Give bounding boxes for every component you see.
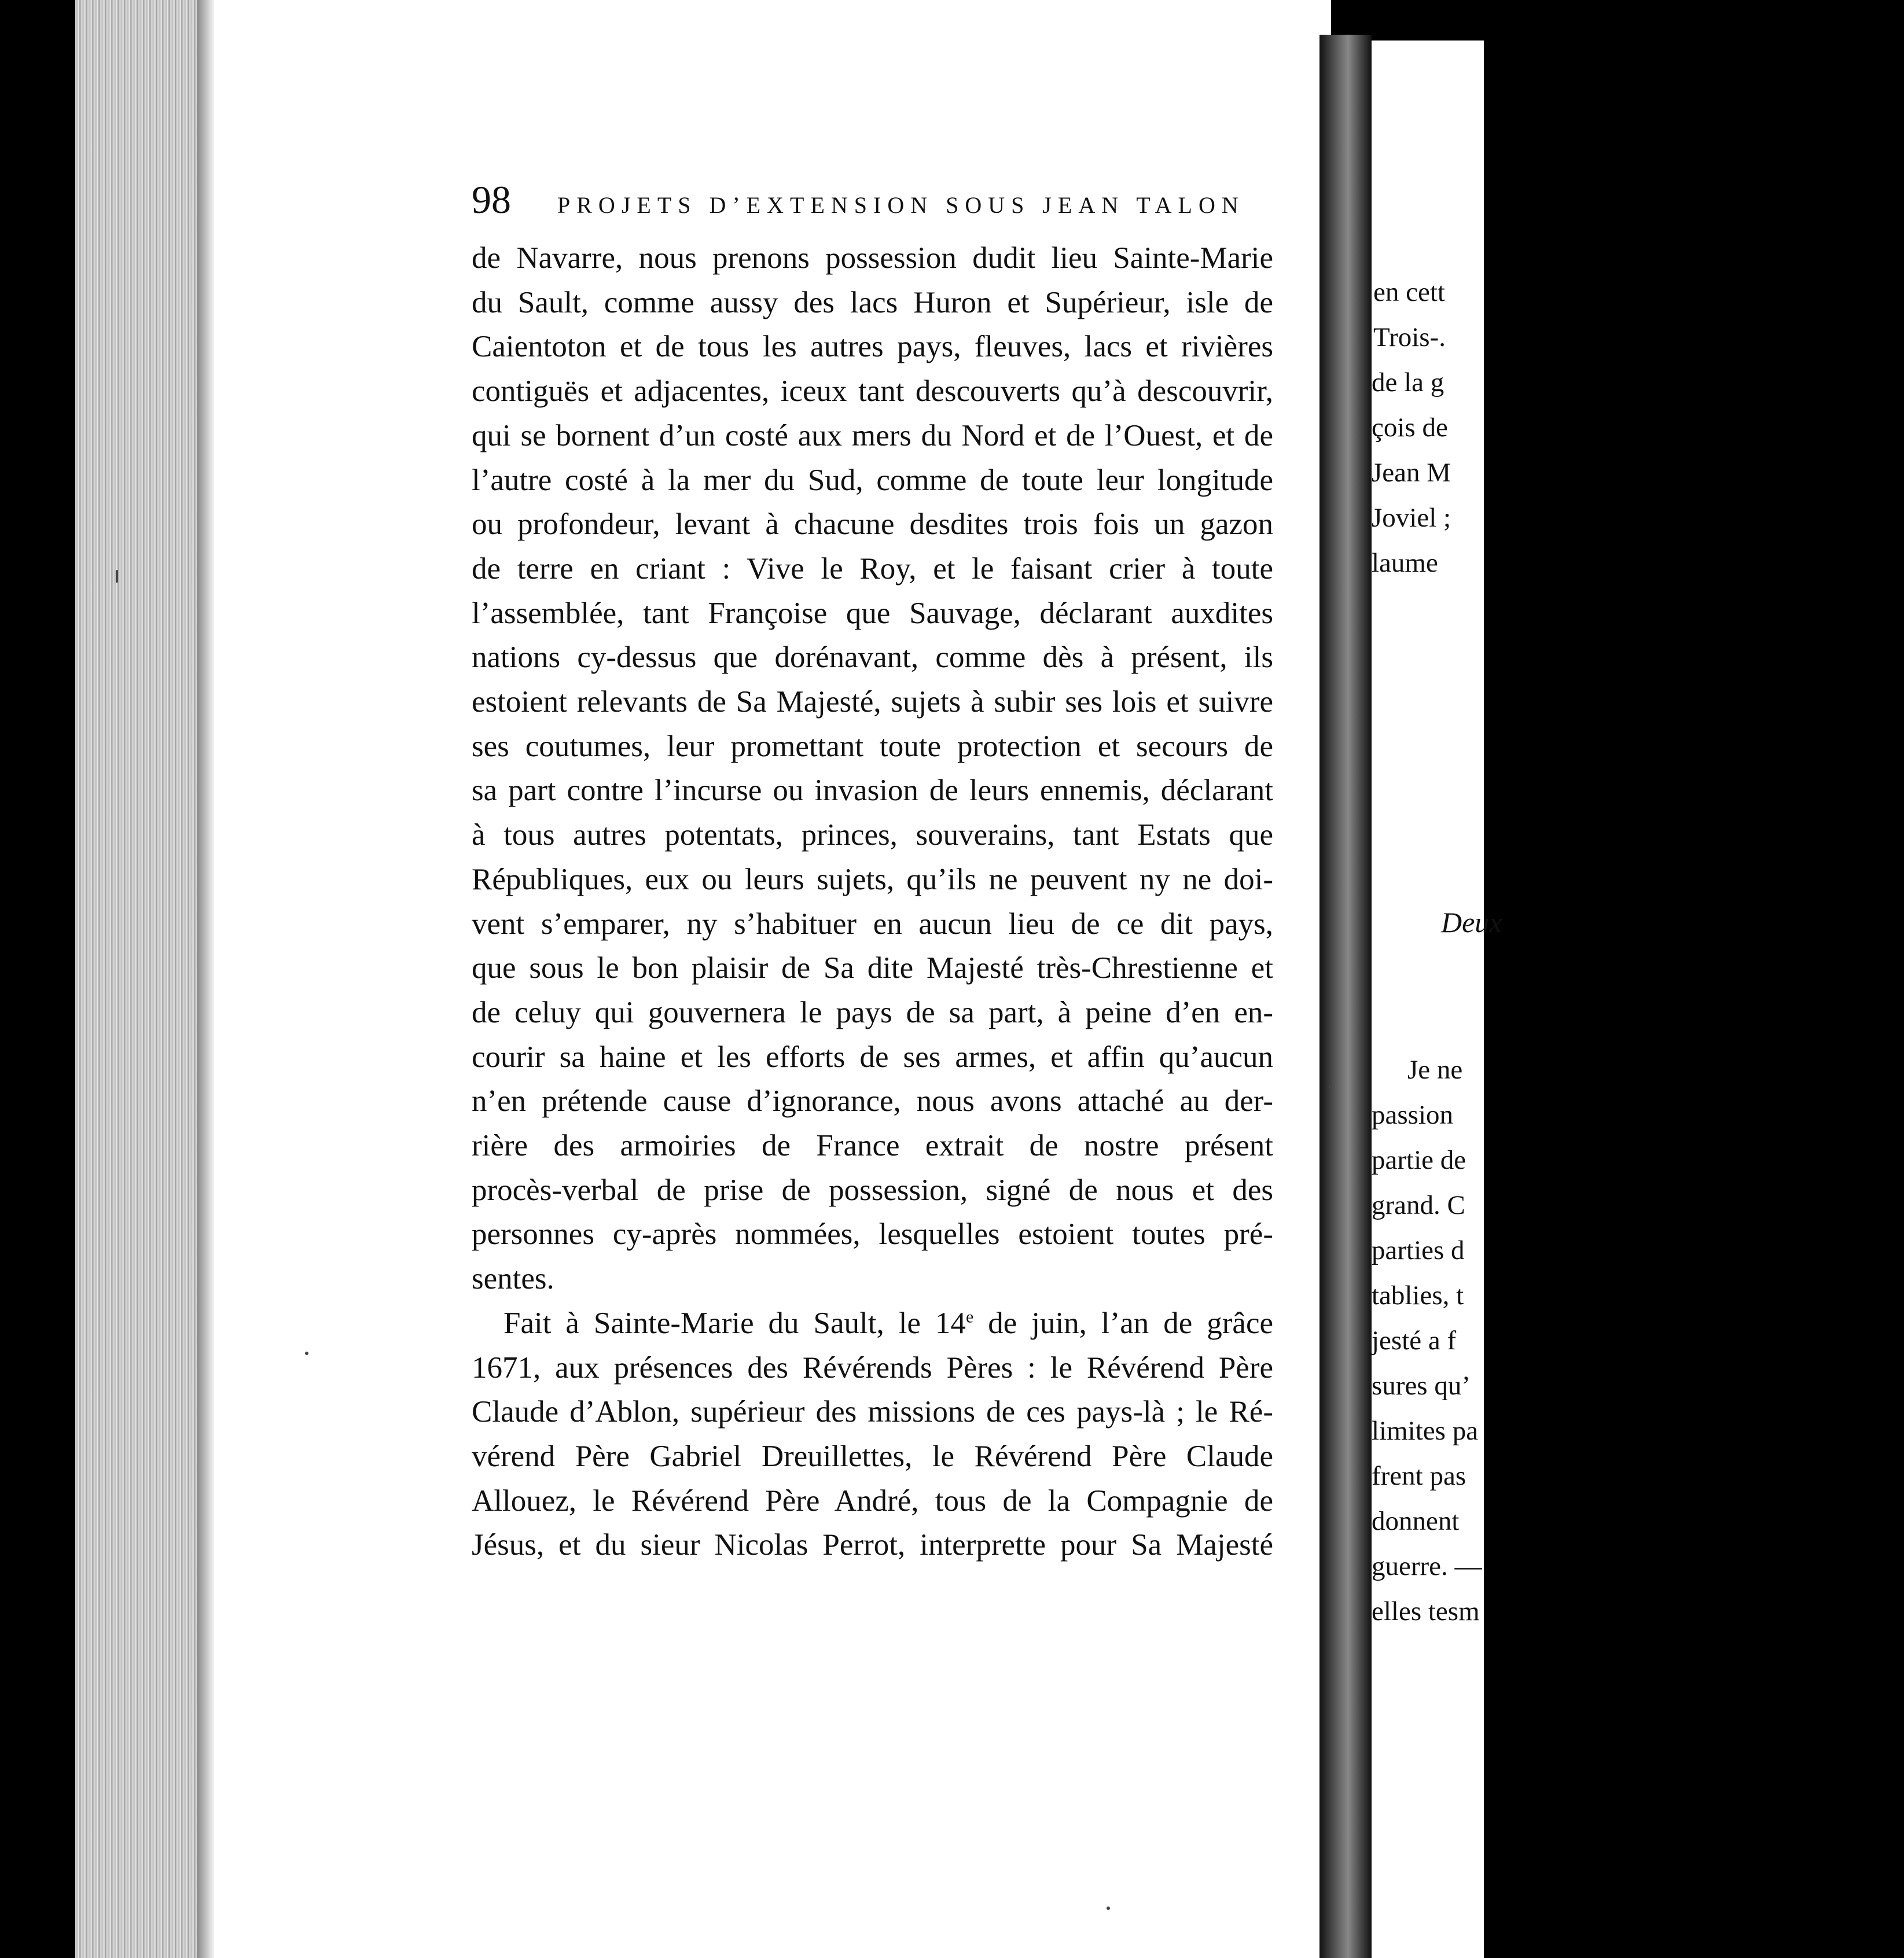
text-line: l’autre costé à la mer du Sud, comme de toute leur longitude [472, 463, 1273, 497]
scan-speck [1329, 1085, 1332, 1088]
text-line: estoient relevants de Sa Majesté, sujets à subir ses lois et suivre [472, 685, 1273, 719]
superscript: e [965, 1307, 974, 1327]
text-line: tablies, t [1372, 1280, 1464, 1311]
text-line: jesté a f [1372, 1326, 1457, 1356]
text-line: Républiques, eux ou leurs sujets, qu’ils ne peuvent ny ne doi- [472, 862, 1273, 896]
text-line: contiguës et adjacentes, iceux tant descouverts qu’à descouvrir, [472, 374, 1273, 408]
text-line: qui se bornent d’un costé aux mers du Nord et de l’Ouest, et de [472, 418, 1273, 452]
text-line: que sous le bon plaisir de Sa dite Majesté très-Chrestienne et [472, 951, 1273, 985]
text-line: limites pa [1372, 1416, 1479, 1446]
page-edges [75, 0, 214, 1958]
text-line: Claude d’Ablon, supérieur des missions de ces pays-là ; le Ré- [472, 1395, 1273, 1429]
text-line: sa part contre l’incurse ou invasion de leurs ennemis, déclarant [472, 774, 1273, 808]
text-line: du Sault, comme aussy des lacs Huron et Supérieur, isle de [472, 285, 1273, 319]
paragraph-first-line [472, 1301, 1273, 1346]
text-line: ou profondeur, levant à chacune desdites trois fois un gazon [472, 507, 1273, 542]
text-line: passion [1372, 1100, 1453, 1130]
text-line: de la g [1372, 367, 1444, 398]
text-line: de terre en criant : Vive le Roy, et le faisant crier à toute [472, 551, 1273, 586]
text-line: grand. C [1372, 1190, 1465, 1220]
text-line: en cett [1373, 277, 1445, 307]
page-header [472, 177, 1279, 223]
text-line: personnes cy-après nommées, lesquelles estoient toutes pré- [472, 1217, 1273, 1252]
text-line: Jésus, et du sieur Nicolas Perrot, interprette pour Sa Majesté [472, 1528, 1273, 1562]
book-gutter [1319, 35, 1372, 1958]
text-line: vérend Père Gabriel Dreuillettes, le Révérend Père Claude [472, 1439, 1273, 1473]
text-line: sentes. [472, 1262, 554, 1296]
text-line: l’assemblée, tant Françoise que Sauvage, déclarant auxdites [472, 596, 1273, 630]
text-line: 1671, aux présences des Révérends Pères : le Révérend Père [472, 1350, 1273, 1385]
text-line: parties d [1372, 1235, 1465, 1265]
text-line: elles tesm [1372, 1596, 1480, 1626]
text-line: procès-verbal de prise de possession, signé de nous et des [472, 1173, 1273, 1207]
right-page-bottom-text [1372, 1047, 1835, 1634]
text-line: de celuy qui gouvernera le pays de sa part, à peine d’en en- [472, 995, 1273, 1029]
scan-speck [116, 570, 118, 583]
page-number: 98 [472, 178, 511, 222]
text-line: donnent [1372, 1506, 1460, 1536]
text-line: n’en prétende cause d’ignorance, nous avons attaché au der- [472, 1084, 1273, 1118]
running-head: PROJETS D’EXTENSION SOUS JEAN TALON [557, 192, 1245, 218]
text-line: partie de [1372, 1145, 1466, 1175]
text-line: frent pas [1372, 1461, 1466, 1491]
text-line: guerre. — [1372, 1551, 1482, 1581]
text-line: nations cy-dessus que dorénavant, comme dès à présent, ils [472, 641, 1273, 675]
text-line: Caientoton et de tous les autres pays, fleuves, lacs et rivières [472, 330, 1273, 364]
text-fragment: de juin, l’an de grâce [973, 1306, 1273, 1340]
section-heading: Deux [1441, 906, 1502, 938]
text-line: de Navarre, nous prenons possession dudit lieu Sainte-Marie [472, 241, 1273, 275]
text-line: Allouez, le Révérend Père André, tous de la Compagnie de [472, 1484, 1273, 1518]
right-page [1372, 41, 1502, 1958]
text-line: courir sa haine et les efforts de ses armes, et affin qu’aucun [472, 1040, 1273, 1074]
right-page-top-text [1372, 270, 1835, 586]
right-page-heading [1441, 900, 1904, 945]
text-line: sures qu’ [1372, 1371, 1471, 1401]
scan-speck [305, 1352, 308, 1355]
text-line: laume [1372, 548, 1438, 578]
text-line: ses coutumes, leur promettant toute protection et secours de [472, 729, 1273, 763]
body-text [472, 236, 1273, 1567]
text-fragment: Fait à Sainte-Marie du Sault, le 14 [503, 1306, 966, 1340]
text-line: Joviel ; [1372, 503, 1451, 533]
text-line: rière des armoiries de France extrait de nostre présent [472, 1129, 1273, 1163]
text-line: Je ne [1407, 1055, 1463, 1085]
text-line: Jean M [1372, 458, 1451, 488]
text-line: Trois-. [1373, 322, 1446, 352]
text-line: à tous autres potentats, princes, souverains, tant Estats que [472, 818, 1273, 852]
text-line: çois de [1372, 413, 1448, 443]
text-line: vent s’emparer, ny s’habituer en aucun lieu de ce dit pays, [472, 907, 1273, 941]
scan-speck [1107, 1907, 1110, 1910]
